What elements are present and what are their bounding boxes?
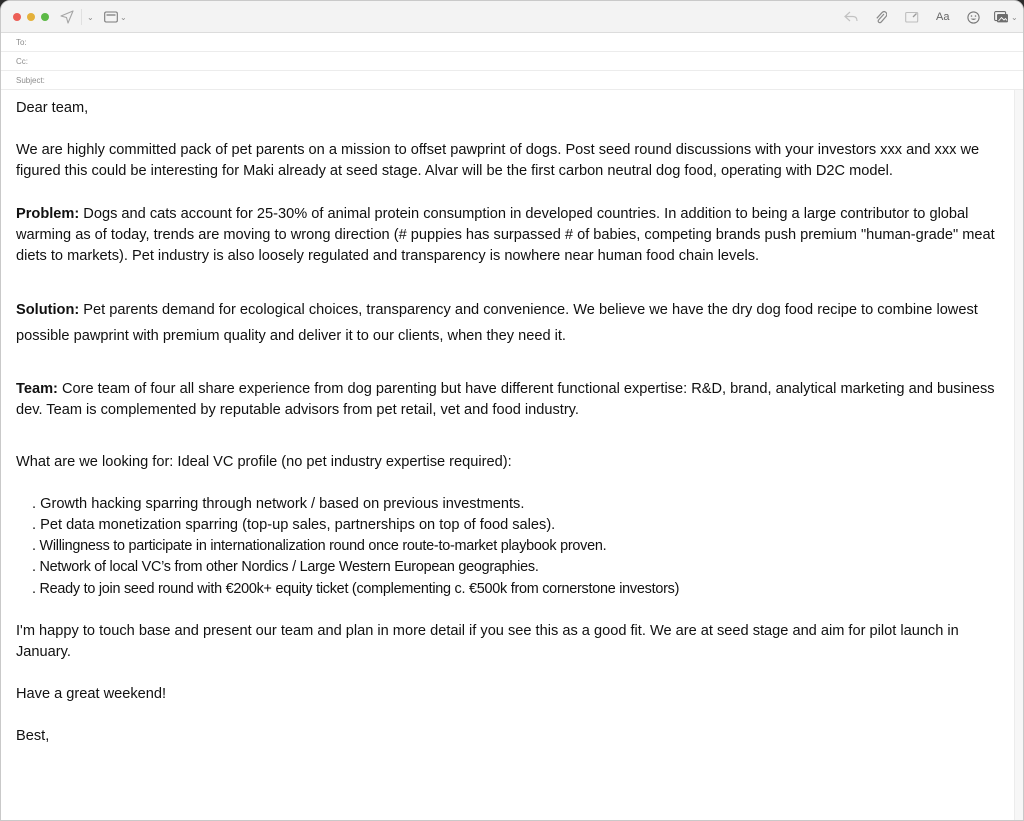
team-paragraph — [16, 379, 999, 421]
minimize-button[interactable] — [27, 13, 35, 21]
attach-icon — [875, 10, 887, 24]
send-options-dropdown[interactable] — [85, 8, 94, 26]
close-button[interactable] — [13, 13, 21, 21]
header-fields-button[interactable] — [104, 8, 127, 26]
problem-text: Dogs and cats account for 25-30% of animal protein consumption in developed countries. In addition to being a large contributor to global warming as of today, trends are moving to wrong direction (# puppies has surpassed # of babies, competing brands push premium "human-grade" meat diets to markets). Pet industry is also loosely regulated and transparency is nowhere near human food chain levels. — [16, 205, 995, 265]
solution-text: Pet parents demand for ecological choices, transparency and convenience. We believe we have the dry dog food recipe to combine lowest possible pawprint with premium quality and deliver it to our clients, when they need it. — [16, 302, 978, 345]
problem-label: Problem: — [16, 205, 80, 222]
zoom-button[interactable] — [41, 13, 49, 21]
window-controls — [13, 13, 49, 21]
list-item: . Ready to join seed round with €200k+ equity ticket (complementing c. €500k from cornerstone investors) — [32, 580, 680, 597]
chevron-down-icon: ⌄ — [87, 12, 94, 22]
scrollbar[interactable] — [1014, 90, 1023, 820]
vc-profile-list — [16, 494, 999, 536]
list-item: . Willingness to participate in internationalization round once route-to-market playbook proven. — [32, 538, 607, 555]
intro-paragraph: We are highly committed pack of pet parents on a mission to offset pawprint of dogs. Post seed round discussions with your investors xxx and xxx we figured this could be interesting for Maki already at seed stage. Alvar will be the first carbon neutral dog food, operating with D2C model. — [16, 142, 980, 180]
chevron-down-icon: ⌄ — [120, 12, 127, 22]
list-item: . Network of local VC’s from other Nordics / Large Western European geographies. — [32, 559, 539, 576]
emoji-icon — [967, 11, 980, 24]
toolbar-divider — [81, 9, 82, 25]
closing-paragraph: I'm happy to touch base and present our team and plan in more detail if you see this as a good fit. We are at seed stage and aim for pilot launch in January. — [16, 622, 959, 661]
solution-label: Solution: — [16, 302, 80, 319]
weekend-line: Have a great weekend! — [16, 686, 167, 703]
team-text: Core team of four all share experience from dog parenting but have different functional expertise: R&D, brand, analytical marketing and business dev. Team is complemented by reputable advisors from pet retail, vet and food industry. — [16, 381, 995, 419]
format-button[interactable] — [936, 8, 949, 26]
to-row — [1, 33, 1023, 52]
chevron-down-icon: ⌄ — [1011, 12, 1018, 22]
problem-paragraph — [16, 204, 999, 268]
greeting: Dear team, — [16, 100, 89, 116]
to-field[interactable] — [31, 36, 1023, 48]
message-body[interactable] — [1, 89, 1023, 820]
reply-icon — [844, 11, 858, 23]
to-label: To: — [16, 37, 27, 47]
emoji-button[interactable] — [967, 8, 980, 26]
attach-button[interactable] — [875, 8, 887, 26]
markup-icon — [905, 11, 919, 23]
looking-for-paragraph: What are we looking for: Ideal VC profile (no pet industry expertise required): — [16, 453, 512, 470]
format-icon: Aa — [936, 11, 950, 23]
photo-browser-button[interactable] — [994, 8, 1018, 26]
list-item: . Pet data monetization sparring (top-up sales, partnerships on top of food sales). — [32, 517, 556, 534]
reply-button[interactable] — [844, 8, 858, 26]
subject-row — [1, 71, 1023, 90]
photo-browser-icon — [994, 11, 1009, 23]
send-button[interactable] — [60, 8, 74, 26]
cc-field[interactable] — [32, 55, 1023, 67]
vc-profile-list-continued — [16, 536, 999, 600]
signoff: Best, — [16, 728, 50, 745]
toolbar — [1, 1, 1023, 33]
subject-label: Subject: — [16, 75, 45, 85]
list-item: . Growth hacking sparring through network / based on previous investments. — [32, 495, 525, 512]
markup-button[interactable] — [905, 8, 919, 26]
send-icon — [60, 10, 74, 24]
team-label: Team: — [16, 381, 58, 398]
header-fields-icon — [104, 11, 118, 23]
subject-field[interactable] — [49, 74, 1023, 86]
solution-paragraph — [16, 297, 999, 349]
cc-row — [1, 52, 1023, 71]
cc-label: Cc: — [16, 56, 28, 66]
